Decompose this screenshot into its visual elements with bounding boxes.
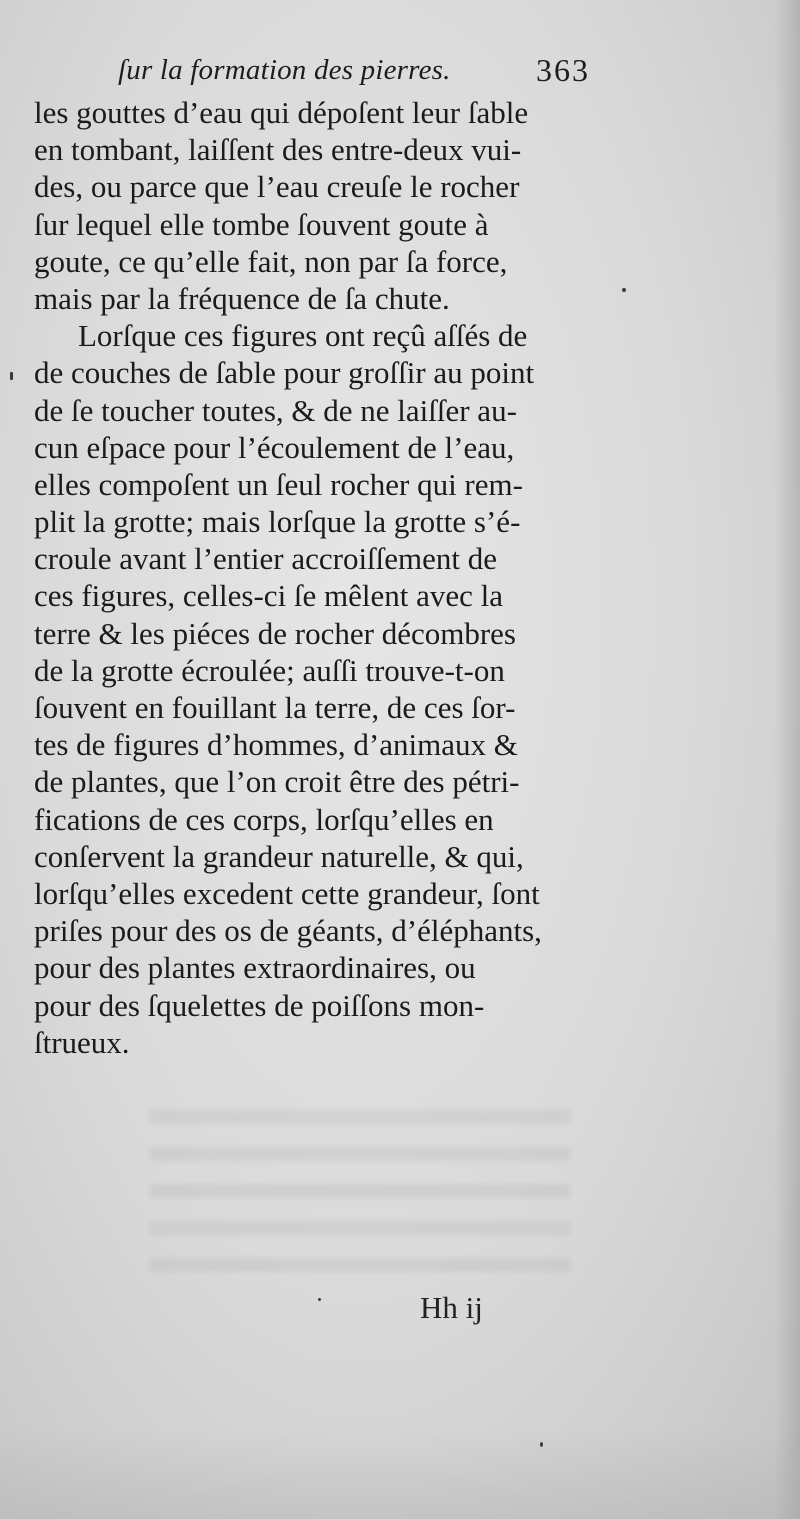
text-line: ſur lequel elle tombe ſouvent goute à [34,206,489,242]
text-line: plit la grotte; mais lorſque la grotte s’é- [34,504,521,540]
text-line: des, ou parce que l’eau creuſe le rocher [34,169,520,205]
text-line: terre & les piéces de rocher décombres [34,615,516,651]
text-line: tes de figures d’hommes, d’animaux & [34,727,518,763]
ink-speck [622,288,626,292]
paragraph-start-line: Lorſque ces figures ont reçû aſſés de [78,318,528,354]
running-head [118,48,628,96]
text-line: les gouttes d’eau qui dépoſent leur ſable [34,95,529,130]
show-through [150,1110,570,1280]
text-line: de la grotte écroulée; auſſi trouve-t-on [34,652,505,688]
text-line: ſtrueux. [34,1024,130,1060]
body-text [34,94,634,1061]
text-line: pour des ſquelettes de poiſſons mon- [34,987,485,1023]
text-line: goute, ce qu’elle fait, non par ſa force, [34,243,508,279]
ink-speck [318,1298,321,1301]
running-title: ſur la formation des pierres. [118,54,451,86]
text-line: de ſe toucher toutes, & de ne laiſſer au- [34,392,517,428]
ink-speck [10,372,13,380]
text-line: priſes pour des os de géants, d’éléphants, [34,913,542,949]
text-line: conſervent la grandeur naturelle, & qui, [34,838,524,874]
text-line: croule avant l’entier accroiſſement de [34,541,498,577]
text-line: fications de ces corps, lorſqu’elles en [34,801,494,837]
text-line: de couches de ſable pour groſſir au point [34,355,535,391]
text-line: ces figures, celles-ci ſe mêlent avec la [34,578,504,614]
text-line: pour des plantes extraordinaires, ou [34,950,476,986]
text-line: cun eſpace pour l’écoulement de l’eau, [34,429,515,465]
text-line: lorſqu’elles excedent cette grandeur, ſont [34,875,540,911]
text-line: de plantes, que l’on croit être des pétri- [34,764,520,800]
text-line: en tombant, laiſſent des entre-deux vui- [34,132,522,168]
text-line: ſouvent en fouillant la terre, de ces ſor- [34,690,516,725]
text-line: elles compoſent un ſeul rocher qui rem- [34,466,523,502]
text-line: mais par la fréquence de ſa chute. [34,280,450,316]
page-edge-shadow [774,0,800,1519]
page-bottom-shadow [0,1429,800,1519]
page-number: 363 [536,52,590,88]
ink-speck [540,1442,543,1447]
signature-mark: Hh ij [420,1290,483,1325]
